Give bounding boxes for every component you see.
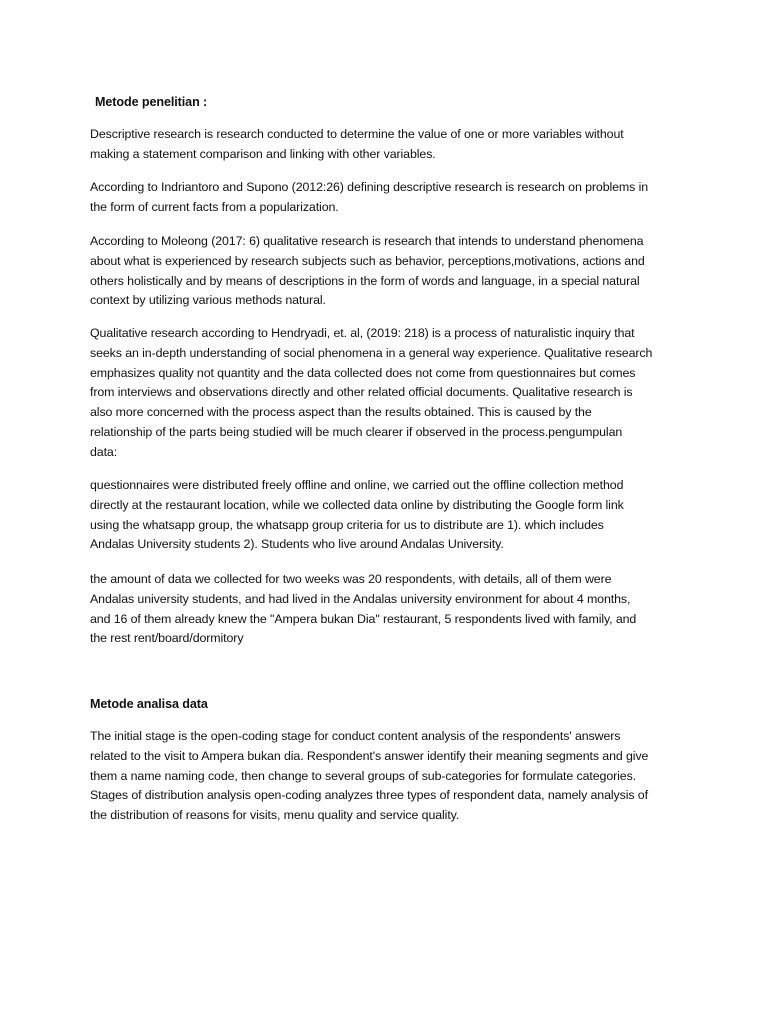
paragraph-questionnaires: questionnaires were distributed freely offline and online, we carried out the offline collection method directly at the restaurant location, while we collected data online by distributing the Google form link using the whatsapp group, the whatsapp group criteria for us to distribute are 1). which includes Andalas University students 2). Students who live around Andalas University. [90, 478, 624, 552]
paragraph-respondents: the amount of data we collected for two weeks was 20 respondents, with details, all of them were Andalas university students, and had lived in the Andalas university environment for about 4 months, and 16 of them already knew the "Ampera bukan Dia" restaurant, 5 respondents lived with family, and the rest rent/board/dormitory [90, 572, 637, 646]
paragraph-open-coding: The initial stage is the open-coding stage for conduct content analysis of the respondents' answers related to the visit to Ampera bukan dia. Respondent's answer identify their meaning segments and give them a name naming code, then change to several groups of sub-categories for formulate categories. Stages of distribution analysis open-coding analyzes three types of respondent data, namely analysis of the distribution of reasons for visits, menu quality and service quality. [90, 729, 649, 823]
paragraph-indriantoro: According to Indriantoro and Supono (2012:26) defining descriptive research is research on problems in the form of current facts from a popularization. [90, 180, 649, 214]
paragraph-descriptive-definition: Descriptive research is research conducted to determine the value of one or more variables without making a statement comparison and linking with other variables. [90, 127, 624, 161]
paragraph-hendryadi: Qualitative research according to Hendryadi, et. al, (2019: 218) is a process of naturalistic inquiry that seeks an in-depth understanding of social phenomena in a general way experience. Qualitative research emphasizes quality not quantity and the data collected does not come from questionnaires but comes from interviews and observations directly and other related official documents. Qualitative research is also more concerned with the process aspect than the results obtained. This is caused by the relationship of the parts being studied will be much clearer if observed in the process.pengumpulan data: [90, 326, 653, 459]
section-heading-method: Metode penelitian : [95, 95, 208, 109]
section-heading-analysis: Metode analisa data [90, 697, 208, 711]
paragraph-moleong: According to Moleong (2017: 6) qualitative research is research that intends to understand phenomena about what is experienced by research subjects such as behavior, perceptions,motivations, actions and others holistically and by means of descriptions in the form of words and language, in a special natural context by utilizing various methods natural. [90, 234, 645, 308]
